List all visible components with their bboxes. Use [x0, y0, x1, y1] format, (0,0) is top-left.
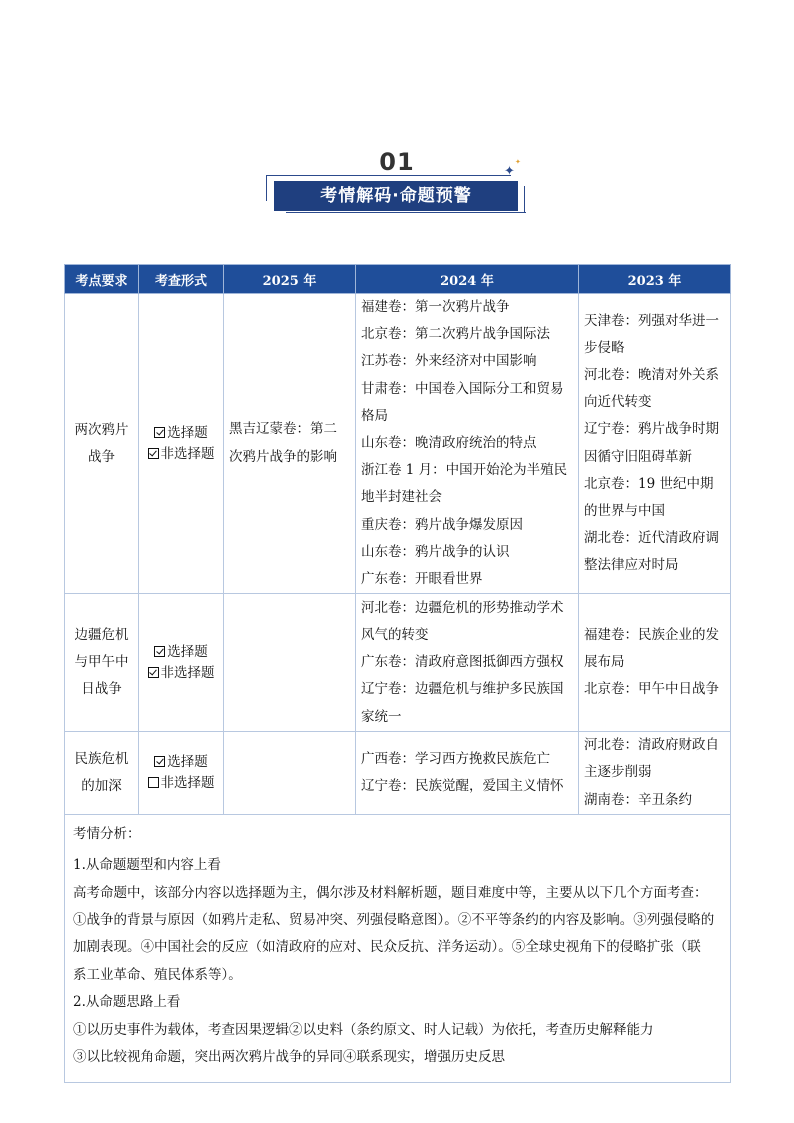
exam-entry: 河北卷：晚清对外关系 [584, 367, 719, 383]
header-requirement: 考点要求 [65, 265, 139, 294]
exam-entry: 辽宁卷：民族觉醒，爱国主义情怀 [361, 778, 564, 795]
exam-entry: 北京卷：甲午中日战争 [584, 681, 719, 698]
exam-entry: 湖北卷：近代清政府调 [584, 530, 719, 547]
exam-entry: 主逐步削弱 [584, 764, 652, 781]
banner-frame-right [524, 186, 525, 213]
exam-entry: 向近代转变 [584, 394, 652, 411]
banner-frame-top [266, 175, 511, 176]
form-label: 选择题 [167, 424, 208, 441]
cell-2023 [579, 732, 731, 815]
topic-text: 日战争 [81, 681, 122, 698]
form-label: 非选择题 [160, 664, 215, 681]
exam-entry: 福建卷：第一次鸦片战争 [361, 299, 510, 315]
form-option [139, 773, 223, 794]
small-star-icon: ✦ [515, 158, 521, 166]
form-option [139, 444, 223, 465]
analysis-line: 1.从命题题型和内容上看 [73, 857, 221, 874]
exam-entry: 步侵略 [584, 339, 625, 356]
exam-entry: 河北卷：清政府财政自 [584, 737, 719, 754]
cell-2025 [224, 594, 356, 732]
analysis-line: ①以历史事件为载体，考查因果逻辑②以史料（条约原文、时人记载）为依托，考查历史解释能力 [73, 1021, 654, 1038]
topic-cell [65, 732, 139, 815]
analysis-line: 加剧表现。④中国社会的反应（如清政府的应对、民众反抗、洋务运动）。⑤全球史视角下的侵略扩张（联 [73, 939, 701, 956]
cell-2024 [356, 294, 579, 594]
exam-entry: 浙江卷 1 月：中国开始沦为半殖民 [361, 462, 568, 479]
form-option [139, 663, 223, 684]
header-2023: 2023 年 [579, 265, 731, 294]
section-title: 考情解码·命题预警 [274, 181, 518, 211]
exam-entry: 天津卷：列强对华进一 [584, 312, 719, 329]
exam-entry: 辽宁卷：边疆危机与维护多民族国 [361, 681, 564, 698]
analysis-line: 2.从命题思路上看 [73, 994, 181, 1011]
exam-entry: 黑吉辽蒙卷：第二 [229, 421, 337, 438]
analysis-line: ③以比较视角命题，突出两次鸦片战争的异同④联系现实，增强历史反思 [73, 1049, 505, 1066]
sparkle-icon: ✦ [504, 164, 515, 179]
form-option [139, 642, 223, 663]
header-form: 考查形式 [139, 265, 224, 294]
exam-entry: 广东卷：开眼看世界 [361, 571, 483, 588]
form-label: 选择题 [167, 754, 208, 771]
exam-entry: 江苏卷：外来经济对中国影响 [361, 353, 537, 370]
header-2025: 2025 年 [224, 265, 356, 294]
exam-entry: 重庆卷：鸦片战争爆发原因 [361, 516, 523, 533]
exam-entry: 的世界与中国 [584, 503, 665, 520]
table-header-row [65, 265, 731, 294]
exam-entry: 河北卷：边疆危机的形势推动学术 [361, 599, 564, 616]
cell-2023 [579, 294, 731, 594]
exam-entry: 湖南卷：辛丑条约 [584, 791, 692, 808]
exam-entry: 山东卷：鸦片战争的认识 [361, 543, 510, 560]
exam-entry: 次鸦片战争的影响 [229, 448, 337, 465]
form-label: 非选择题 [160, 445, 215, 462]
header-2024: 2024 年 [356, 265, 579, 294]
checked-box-icon [154, 756, 165, 767]
exam-entry: 因循守旧阻碍革新 [584, 448, 692, 465]
table-row [65, 294, 731, 594]
topic-text: 战争 [88, 448, 115, 465]
exam-entry: 风气的转变 [361, 626, 429, 643]
form-label: 非选择题 [160, 775, 215, 792]
checked-box-icon [148, 448, 159, 459]
form-label: 选择题 [167, 643, 208, 660]
analysis-row [65, 814, 731, 1082]
form-cell [139, 594, 224, 732]
exam-entry: 整法律应对时局 [584, 557, 679, 574]
topic-cell [65, 594, 139, 732]
table-row [65, 732, 731, 815]
topic-text: 两次鸦片 [74, 421, 129, 438]
banner-frame-left [266, 175, 267, 201]
exam-entry: 地半封建社会 [361, 489, 442, 506]
exam-entry: 格局 [361, 407, 388, 424]
form-option [139, 752, 223, 773]
form-cell [139, 294, 224, 594]
exam-entry: 甘肃卷：中国卷入国际分工和贸易 [361, 380, 564, 397]
exam-entry: 展布局 [584, 654, 625, 671]
topic-text: 与甲午中 [74, 654, 129, 671]
form-option [139, 423, 223, 444]
exam-entry: 山东卷：晚清政府统治的特点 [361, 435, 537, 452]
unchecked-box-icon [148, 777, 159, 788]
exam-entry: 北京卷：第二次鸦片战争国际法 [361, 326, 550, 343]
checked-box-icon [148, 667, 159, 678]
checked-box-icon [154, 646, 165, 657]
banner-frame-bottom [286, 212, 526, 213]
checked-box-icon [154, 427, 165, 438]
topic-text: 边疆危机 [74, 627, 129, 644]
analysis-heading: 考情分析： [73, 825, 141, 842]
exam-entry: 家统一 [361, 708, 402, 725]
exam-analysis-table [64, 264, 731, 1083]
topic-text: 的加深 [81, 778, 122, 795]
analysis-line: 系工业革命、殖民体系等）。 [73, 966, 242, 983]
exam-entry: 广西卷：学习西方挽救民族危亡 [361, 750, 550, 767]
table-row [65, 594, 731, 732]
topic-text: 民族危机 [74, 751, 129, 768]
cell-2025 [224, 732, 356, 815]
analysis-line: ①战争的背景与原因（如鸦片走私、贸易冲突、列强侵略意图）。②不平等条约的内容及影响。③列强侵略的 [73, 912, 715, 929]
cell-2024 [356, 594, 579, 732]
cell-2025 [224, 294, 356, 594]
exam-entry: 广东卷：清政府意图抵御西方强权 [361, 654, 564, 671]
analysis-cell [65, 814, 731, 1082]
topic-cell [65, 294, 139, 594]
section-number: 01 [379, 148, 415, 176]
cell-2023 [579, 594, 731, 732]
form-cell [139, 732, 224, 815]
exam-entry: 福建卷：民族企业的发 [584, 626, 719, 643]
exam-entry: 北京卷：19 世纪中期 [584, 475, 714, 492]
cell-2024 [356, 732, 579, 815]
analysis-line: 高考命题中，该部分内容以选择题为主，偶尔涉及材料解析题，题目难度中等，主要从以下几个方面考查： [73, 884, 708, 901]
exam-entry: 辽宁卷：鸦片战争时期 [584, 421, 719, 438]
